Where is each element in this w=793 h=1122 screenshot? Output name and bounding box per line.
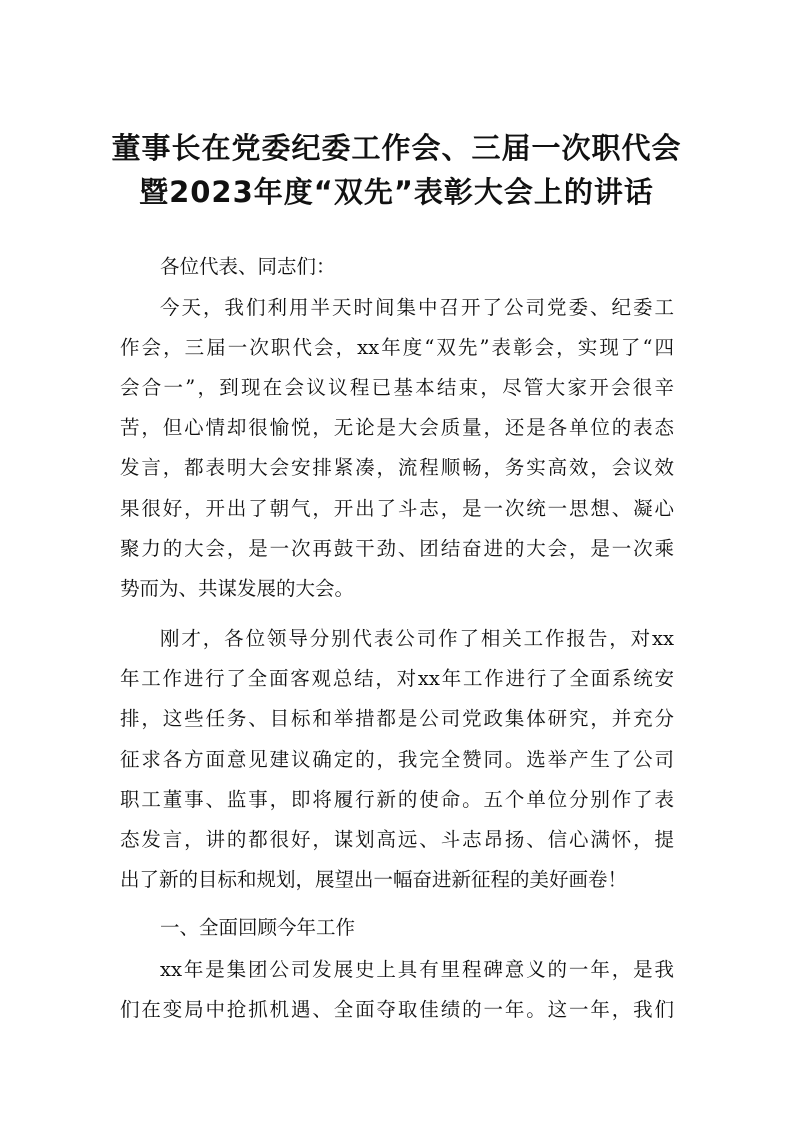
- paragraph-line: 态发言，讲的都很好，谋划高远、斗志昂扬、信心满怀，提: [120, 828, 674, 851]
- paragraph-line: 今天，我们利用半天时间集中召开了公司党委、纪委工: [160, 296, 674, 319]
- paragraph-line: 势而为、共谋发展的大会。: [120, 577, 355, 600]
- paragraph-line: 职工董事、监事，即将履行新的使命。五个单位分别作了表: [120, 788, 674, 811]
- paragraph-line: 出了新的目标和规划，展望出一幅奋进新征程的美好画卷！: [120, 868, 628, 891]
- paragraph-line: 果很好，开出了朝气，开出了斗志，是一次统一思想、凝心: [120, 497, 674, 520]
- paragraph-line: 作会，三届一次职代会，xx年度“双先”表彰会，实现了“四: [120, 336, 674, 359]
- paragraph-line: 刚才，各位领导分别代表公司作了相关工作报告，对xx: [160, 627, 674, 650]
- paragraph-line: 发言，都表明大会安排紧凑，流程顺畅，务实高效，会议效: [120, 456, 674, 479]
- document-title-line-1: 董事长在党委纪委工作会、三届一次职代会: [111, 131, 682, 165]
- paragraph-line: 年工作进行了全面客观总结，对xx年工作进行了全面系统安: [120, 667, 674, 690]
- document-title-line-2: 暨2023年度“双先”表彰大会上的讲话: [139, 175, 654, 209]
- paragraph-line: 排，这些任务、目标和举措都是公司党政集体研究，并充分: [120, 707, 674, 730]
- paragraph-line: xx年是集团公司发展史上具有里程碑意义的一年，是我: [160, 958, 674, 981]
- paragraph-line: 征求各方面意见建议确定的，我完全赞同。选举产生了公司: [120, 748, 674, 771]
- section-heading: 一、全面回顾今年工作: [160, 916, 356, 939]
- paragraph-line: 聚力的大会，是一次再鼓干劲、团结奋进的大会，是一次乘: [120, 537, 674, 560]
- salutation: 各位代表、同志们：: [160, 255, 336, 278]
- paragraph-line: 苦，但心情却很愉悦，无论是大会质量，还是各单位的表态: [120, 416, 674, 439]
- paragraph-line: 会合一”，到现在会议议程已基本结束，尽管大家开会很辛: [120, 376, 674, 399]
- paragraph-line: 们在变局中抢抓机遇、全面夺取佳绩的一年。这一年，我们: [120, 998, 674, 1021]
